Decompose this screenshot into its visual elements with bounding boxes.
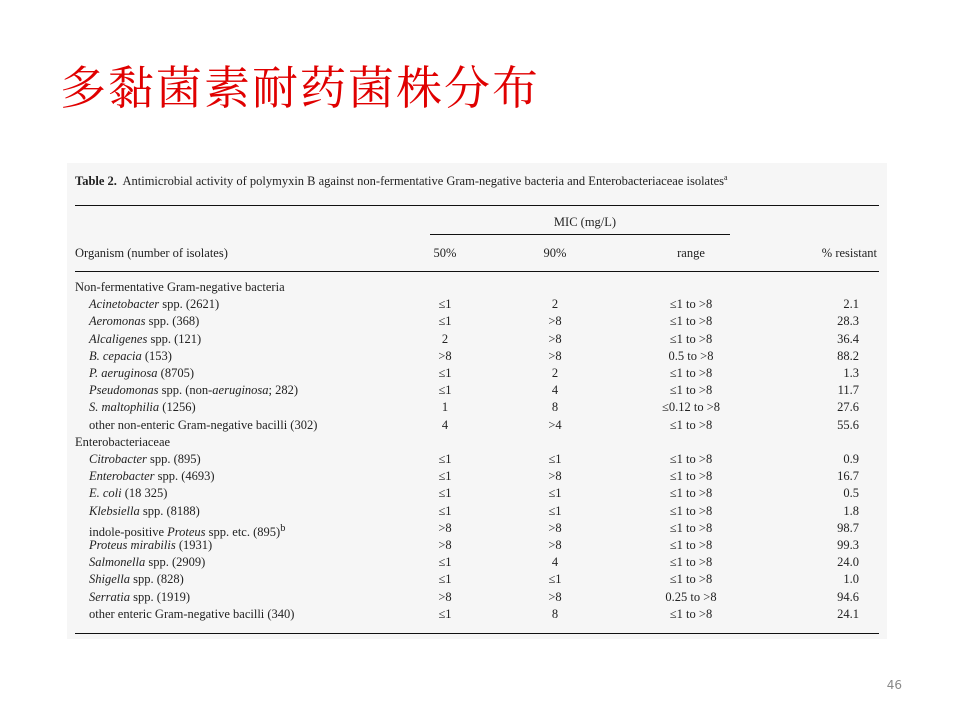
- organism-name: Aeromonas spp. (368): [89, 314, 200, 329]
- range-value: ≤1 to >8: [669, 520, 713, 535]
- caption-text: Antimicrobial activity of polymyxin B against non-fermentative Gram-negative bacteria and Enterobacteriaceae isolates: [122, 174, 724, 189]
- organism-name: S. maltophilia (1256): [89, 400, 196, 415]
- mic50-value: >8: [438, 520, 452, 535]
- mic90-value: >8: [548, 538, 562, 552]
- range-value: ≤1 to >8: [669, 503, 713, 518]
- mic50-value: >8: [438, 589, 452, 604]
- caption-footnote-mark: a: [724, 173, 728, 182]
- range-value: 0.25 to >8: [665, 589, 717, 604]
- mic50-value: ≤1: [438, 452, 452, 466]
- resistant-value: 28.3: [837, 314, 859, 329]
- organism-name: indole-positive Proteus spp. etc. $(895)^b$: [89, 522, 286, 539]
- resistant-value: 88.2: [837, 348, 859, 363]
- mic90-value: >8: [548, 469, 562, 484]
- col-header-resistant: % resistant: [821, 246, 877, 260]
- range-value: ≤1 to >8: [669, 331, 713, 346]
- mic90-value: >8: [548, 348, 562, 363]
- mic50-value: 2: [441, 331, 449, 346]
- mic90-value: >8: [548, 589, 562, 604]
- resistant-value: 24.0: [837, 555, 859, 570]
- mic90-value: ≤1: [548, 503, 562, 518]
- mic50-value: ≤1: [438, 297, 452, 312]
- organism-name: E. coli (18 325): [89, 486, 168, 501]
- col-header-mic50: 50%: [433, 246, 457, 260]
- mic90-value: ≤1: [548, 486, 562, 501]
- resistant-value: 99.3: [837, 538, 859, 552]
- range-value: ≤1 to >8: [669, 606, 713, 621]
- resistant-value: 1.3: [843, 366, 859, 380]
- mic50-value: ≤1: [438, 486, 452, 501]
- resistant-value: 11.7: [837, 383, 859, 398]
- organism-name: Acinetobacter spp. (2621): [89, 297, 220, 312]
- resistant-value: 55.6: [837, 417, 859, 432]
- range-value: ≤1 to >8: [669, 383, 713, 398]
- resistant-value: 2.1: [843, 297, 859, 312]
- mic-group-header: MIC (mg/L): [553, 215, 617, 229]
- range-value: ≤1 to >8: [669, 572, 713, 587]
- mic90-value: >4: [548, 417, 562, 432]
- group-label: Enterobacteriaceae: [75, 434, 171, 449]
- mic90-value: 2: [551, 297, 559, 312]
- resistant-value: 24.1: [837, 606, 859, 621]
- mic50-value: ≤1: [438, 503, 452, 518]
- organism-name: B. cepacia (153): [89, 348, 172, 363]
- mic50-value: 4: [441, 417, 449, 432]
- organism-name: Alcaligenes spp. (121): [89, 331, 202, 346]
- mic90-value: 2: [551, 366, 559, 380]
- resistant-value: 0.5: [843, 486, 859, 501]
- mic90-value: 8: [551, 400, 559, 415]
- mic50-value: ≤1: [438, 469, 452, 484]
- range-value: ≤1 to >8: [669, 555, 713, 570]
- organism-name: Citrobacter spp. (895): [89, 452, 201, 466]
- resistant-value: 0.9: [843, 452, 859, 466]
- col-header-range: range: [677, 246, 705, 260]
- mic90-value: ≤1: [548, 452, 562, 466]
- col-header-organism: Organism (number of isolates): [75, 246, 228, 260]
- table-caption: [75, 173, 728, 189]
- mic90-value: >8: [548, 314, 562, 329]
- caption-label: Table 2.: [75, 174, 117, 189]
- range-value: ≤1 to >8: [669, 417, 713, 432]
- mic-group-rule: [430, 234, 730, 235]
- organism-name: Pseudomonas spp. (non-aeruginosa; 282): [89, 383, 299, 398]
- mic50-value: ≤1: [438, 606, 452, 621]
- mic50-value: ≤1: [438, 314, 452, 329]
- organism-name: other non-enteric Gram-negative bacilli (302): [89, 417, 318, 432]
- organism-name: Shigella spp. (828): [89, 572, 184, 587]
- resistant-value: 1.8: [843, 503, 859, 518]
- resistant-value: 16.7: [837, 469, 859, 484]
- range-value: ≤1 to >8: [669, 469, 713, 484]
- slide-title: 多黏菌素耐药菌株分布: [60, 61, 540, 115]
- range-value: ≤1 to >8: [669, 297, 713, 312]
- mic50-value: >8: [438, 348, 452, 363]
- mic50-value: ≤1: [438, 366, 452, 380]
- mic50-value: ≤1: [438, 555, 452, 570]
- col-header-mic90: 90%: [543, 246, 567, 260]
- organism-name: Salmonella spp. (2909): [89, 555, 206, 570]
- page-number: 46: [886, 678, 902, 692]
- header-rule: [75, 271, 879, 272]
- resistant-value: 98.7: [837, 520, 859, 535]
- organism-name: other enteric Gram-negative bacilli (340): [89, 606, 295, 621]
- resistant-value: 1.0: [843, 572, 859, 587]
- range-value: ≤1 to >8: [669, 486, 713, 501]
- mic90-value: 4: [551, 555, 559, 570]
- mic50-value: ≤1: [438, 572, 452, 587]
- resistant-value: 36.4: [837, 331, 859, 346]
- resistant-value: 27.6: [837, 400, 859, 415]
- mic50-value: ≤1: [438, 383, 452, 398]
- range-value: ≤0.12 to >8: [661, 400, 721, 415]
- range-value: ≤1 to >8: [669, 452, 713, 466]
- mic-table: [67, 163, 887, 639]
- mic50-value: 1: [441, 400, 449, 415]
- organism-name: Klebsiella spp. (8188): [89, 503, 200, 518]
- mic50-value: >8: [438, 538, 452, 552]
- organism-name: Proteus mirabilis (1931): [89, 538, 213, 552]
- range-value: ≤1 to >8: [669, 366, 713, 380]
- range-value: ≤1 to >8: [669, 314, 713, 329]
- mic90-value: ≤1: [548, 572, 562, 587]
- range-value: ≤1 to >8: [669, 538, 713, 552]
- resistant-value: 94.6: [837, 589, 859, 604]
- organism-name: Serratia spp. (1919): [89, 589, 191, 604]
- range-value: 0.5 to >8: [668, 348, 714, 363]
- mic90-value: 4: [551, 383, 559, 398]
- mic90-value: 8: [551, 606, 559, 621]
- mic90-value: >8: [548, 331, 562, 346]
- organism-name: Enterobacter spp. (4693): [89, 469, 215, 484]
- bottom-rule: [75, 633, 879, 634]
- top-rule: [75, 205, 879, 206]
- group-label: Non-fermentative Gram-negative bacteria: [75, 280, 285, 294]
- mic90-value: >8: [548, 520, 562, 535]
- organism-name: P. aeruginosa (8705): [89, 366, 194, 380]
